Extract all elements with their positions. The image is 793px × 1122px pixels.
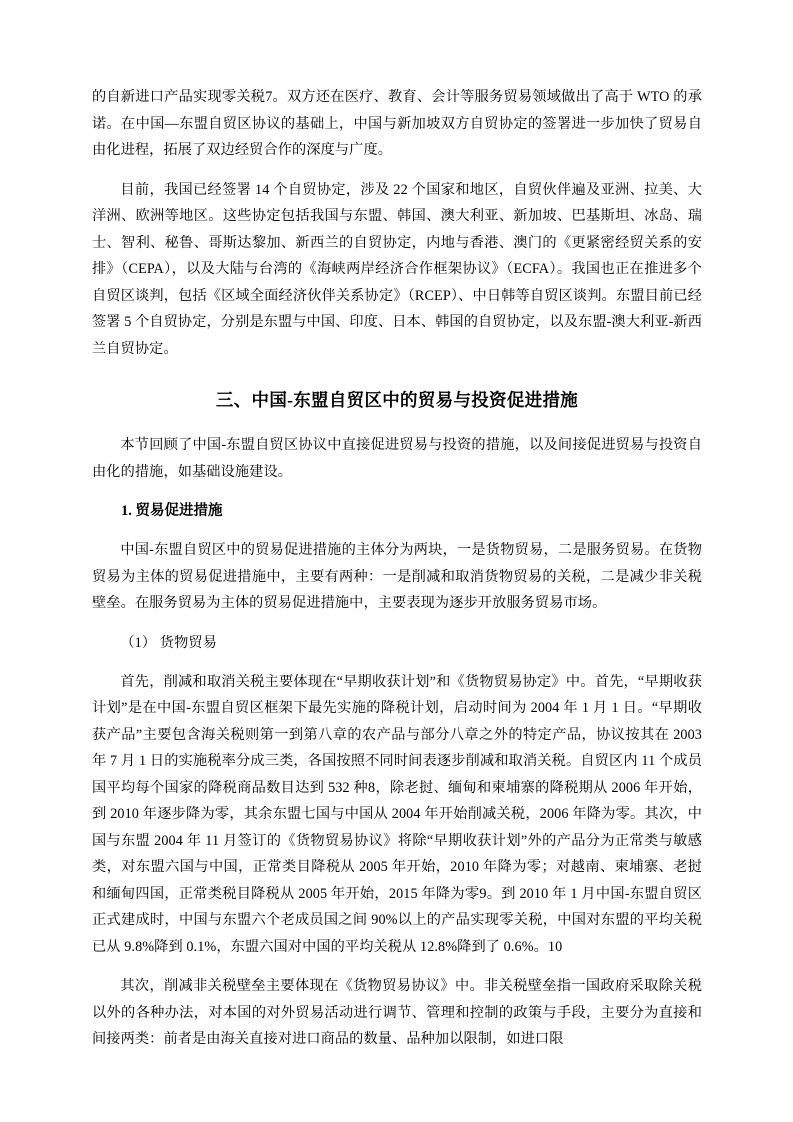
- paragraph-tariff-reduction: 首先，削减和取消关税主要体现在“早期收获计划”和《货物贸易协定》中。首先，“早期收获计划”是在中国-东盟自贸区框架下最先实施的降税计划，启动时间为 2004 年 1 月 1 日。“早期收获产品”主要包含海关税则第一到第八章的农产品与部分八章之外的特定产品，协议按其在 2003 年 7 月 1 日的实施税率分成三类，各国按照不同时间表逐步削减和取消关税。自贸区内 11 个成员国平均每个国家的降税商品数目达到 532 种8，除老挝、缅甸和柬埔寨的降税期从 2006 年开始，到 2010 年逐步降为零，其余东盟七国与中国从 2004 年开始削减关税，2006 年降为零。其次，中国与东盟 2004 年 11 月签订的《货物贸易协议》将除“早期收获计划”外的产品分为正常类与敏感类，对东盟六国与中国，正常类目降税从 2005 年开始，2010 年降为零；对越南、柬埔寨、老挝和缅甸四国，正常类税目降税从 2005 年开始，2015 年降为零9。到 2010 年 1 月中国-东盟自贸区正式建成时，中国与东盟六个老成员国之间 90%以上的产品实现零关税，中国对东盟的平均关税已从 9.8%降到 0.1%，东盟六国对中国的平均关税从 12.8%降到了 0.6%。10: [92, 673, 702, 955]
- spacer: [92, 524, 702, 537]
- spacer: [92, 164, 702, 177]
- spacer: [92, 414, 702, 432]
- spacer: [92, 617, 702, 630]
- paragraph-non-tariff-barriers: 其次，削减非关税壁垒主要体现在《货物贸易协议》中。非关税壁垒指一国政府采取除关税以外的各种办法，对本国的对外贸易活动进行调节、管理和控制的政策与手段，主要分为直接和间接两类：前者是由海关直接对进口商品的数量、品种加以限制，如进口限: [92, 978, 702, 1047]
- paragraph-fta-list: 目前，我国已经签署 14 个自贸协定，涉及 22 个国家和地区，自贸伙伴遍及亚洲、拉美、大洋洲、欧洲等地区。这些协定包括我国与东盟、韩国、澳大利亚、新加坡、巴基斯坦、冰岛、瑞士、智利、秘鲁、哥斯达黎加、新西兰的自贸协定，内地与香港、澳门的《更紧密经贸关系的安排》（CEPA），以及大陆与台湾的《海峡两岸经济合作框架协议》（ECFA）。我国也正在推进多个自贸区谈判，包括《区域全面经济伙伴关系协定》（RCEP）、中日韩等自贸区谈判。东盟目前已经签署 5 个自贸协定，分别是东盟与中国、印度、日本、韩国的自贸协定，以及东盟-澳大利亚-新西兰自贸协定。: [92, 181, 702, 357]
- subsection-heading-1: 1. 贸易促进措施: [121, 503, 223, 519]
- spacer: [92, 960, 702, 973]
- spacer: [92, 362, 702, 386]
- section-heading: 三、中国-东盟自贸区中的贸易与投资促进措施: [215, 390, 579, 410]
- spacer: [92, 485, 702, 498]
- spacer: [92, 656, 702, 669]
- subsubsection-heading-goods-trade: （1） 货物贸易: [120, 634, 217, 651]
- paragraph-section-intro: 本节回顾了中国-东盟自贸区协议中直接促进贸易与投资的措施，以及间接促进贸易与投资自由化的措施，如基础设施建设。: [92, 437, 702, 480]
- paragraph-continuation: 的自新进口产品实现零关税7。双方还在医疗、教育、会计等服务贸易领域做出了高于 WTO 的承诺。在中国—东盟自贸区协议的基础上，中国与新加坡双方自贸协定的签署进一步加快了贸易自由化进程，拓展了双边经贸合作的深度与广度。: [92, 89, 702, 158]
- paragraph-trade-promotion: 中国-东盟自贸区中的贸易促进措施的主体分为两块，一是货物贸易，二是服务贸易。在货物贸易为主体的贸易促进措施中，主要有两种：一是削减和取消货物贸易的关税，二是减少非关税壁垒。在服务贸易为主体的贸易促进措施中，主要表现为逐步开放服务贸易市场。: [92, 542, 702, 611]
- document-body: [92, 84, 702, 1053]
